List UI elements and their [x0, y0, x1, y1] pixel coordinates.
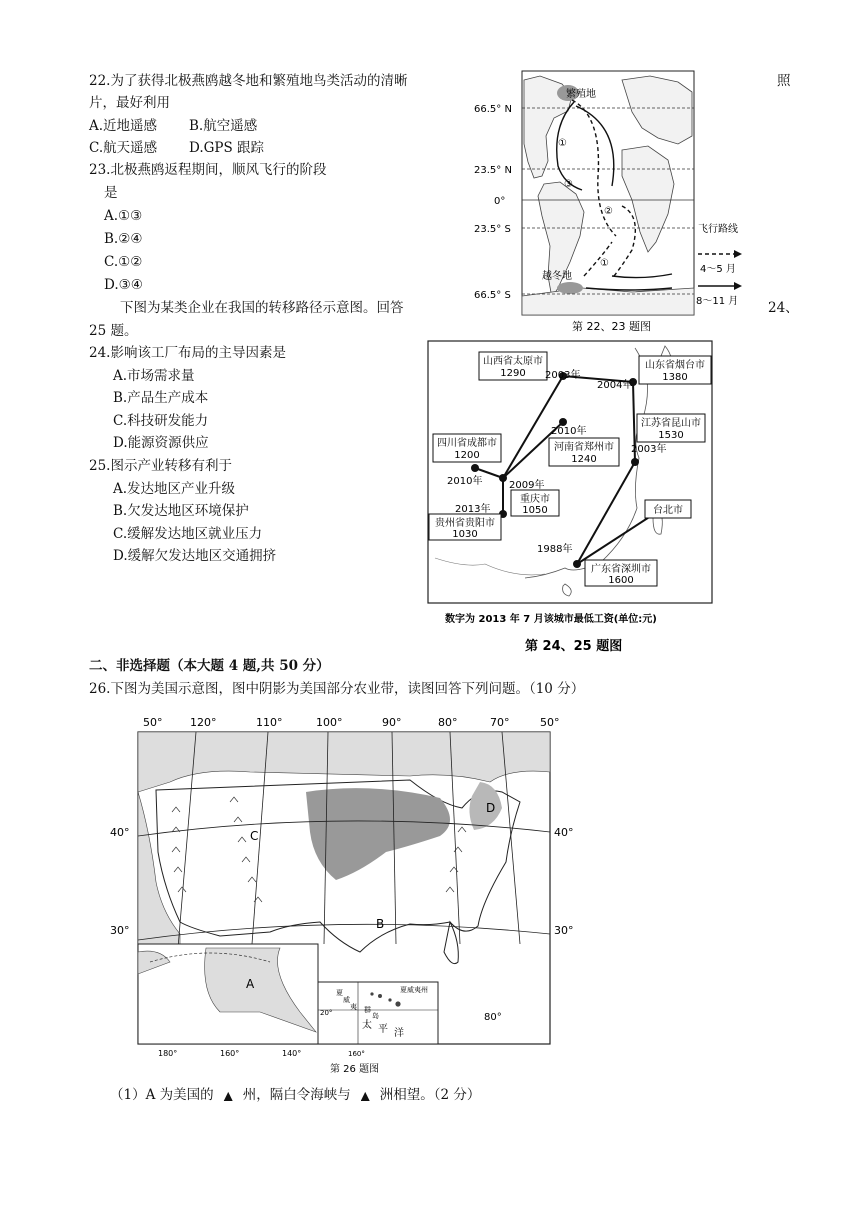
inset-lon-180: 180°	[158, 1049, 178, 1058]
q24-option-d: D.能源资源供应	[113, 435, 209, 451]
year-shenzhen: 1988年	[537, 544, 573, 555]
map1-caption: 第 22、23 题图	[572, 320, 651, 333]
top-lon-90: 90°	[382, 716, 402, 729]
hawaii-side-2: 威	[343, 996, 350, 1004]
q24-stem: 24.影响该工厂布局的主导因素是	[89, 345, 286, 361]
q25-option-c: C.缓解发达地区就业压力	[113, 526, 263, 542]
map2-note: 数字为 2013 年 7 月该城市最低工资(单位:元)	[445, 614, 657, 625]
q22-stem-tail: 照	[777, 73, 791, 89]
q22-option-d: D.GPS 跟踪	[189, 140, 265, 156]
city-dot-shenzhen	[573, 560, 581, 568]
top-lon-50-east: 50°	[540, 716, 560, 729]
map-letter-d: D	[486, 801, 496, 815]
year-guiyang: 2013年	[455, 504, 491, 515]
city-wage-zhengzhou: 1240	[571, 454, 597, 465]
q22-option-b: B.航空遥感	[189, 118, 258, 134]
right-lat-30: 30°	[554, 924, 574, 937]
city-name-zhengzhou: 河南省郑州市	[554, 442, 614, 453]
hawaii-lat-20: 20°	[320, 1009, 333, 1017]
city-dot-kunshan	[631, 458, 639, 466]
route-marker-1-south: ①	[600, 258, 609, 269]
wintering-label: 越冬地	[542, 271, 572, 282]
city-wage-guiyang: 1030	[452, 529, 478, 540]
city-name-yantai: 山东省烟台市	[645, 360, 705, 371]
lat-label-23s: 23.5° S	[474, 224, 511, 235]
hawaii-label: 夏威夷州	[400, 986, 428, 994]
q22-option-c: C.航天遥感	[89, 140, 158, 156]
city-dot-chongqing	[499, 474, 507, 482]
year-chongqing: 2009年	[509, 480, 545, 491]
left-lat-40: 40°	[110, 826, 130, 839]
city-name-chongqing: 重庆市	[520, 494, 550, 505]
year-yantai: 2004年	[597, 380, 633, 391]
year-chengdu: 2010年	[447, 476, 483, 487]
year-taiyuan: 2003年	[545, 370, 581, 381]
hawaii-lon-160: 160°	[348, 1050, 365, 1058]
intro-2425-line2: 25 题。	[89, 323, 138, 339]
city-name-taiyuan: 山西省太原市	[483, 356, 543, 367]
route-marker-1-north: ①	[558, 138, 567, 149]
map-letter-c: C	[250, 829, 259, 843]
top-lon-110: 110°	[256, 716, 283, 729]
lat-label-66s: 66.5° S	[474, 290, 511, 301]
q25-stem: 25.图示产业转移有利于	[89, 458, 232, 474]
pacific-char-2: 平	[378, 1024, 388, 1035]
q25-option-a: A.发达地区产业升级	[113, 481, 236, 497]
q23-option-a: A.①③	[104, 208, 143, 224]
city-wage-chongqing: 1050	[522, 505, 548, 516]
map3-caption: 第 26 题图	[330, 1064, 380, 1075]
hawaii-side-3: 夷	[350, 1003, 357, 1011]
q26-part1-b: 州，隔白令海峡与	[242, 1087, 351, 1103]
city-name-guiyang: 贵州省贵阳市	[435, 518, 495, 529]
q25-option-b: B.欠发达地区环境保护	[113, 503, 249, 519]
industry-transfer-map	[425, 338, 725, 658]
tern-migration-map	[472, 66, 772, 336]
map-letter-b: B	[376, 917, 385, 931]
city-name-chengdu: 四川省成都市	[437, 438, 497, 449]
intro-2425-line1: 下图为某类企业在我国的转移路径示意图。回答	[120, 300, 404, 316]
q24-option-c: C.科技研发能力	[113, 413, 209, 429]
right-lat-40: 40°	[554, 826, 574, 839]
usa-map	[110, 712, 590, 1076]
q26-blank-1[interactable]: ▲	[223, 1089, 233, 1102]
city-wage-shenzhen: 1600	[608, 575, 634, 586]
year-zhengzhou: 2010年	[551, 426, 587, 437]
route-marker-2: ②	[604, 206, 613, 217]
lat-label-66n: 66.5° N	[474, 104, 512, 115]
year-kunshan: 2003年	[631, 444, 667, 455]
city-wage-taiyuan: 1290	[500, 368, 526, 379]
city-name-shenzhen: 广东省深圳市	[591, 564, 651, 575]
city-wage-chengdu: 1200	[454, 450, 480, 461]
q26-stem: 26.下图为美国示意图，图中阴影为美国部分农业带，读图回答下列问题。（10 分）	[89, 681, 585, 697]
pacific-char-1: 太	[362, 1020, 372, 1031]
section2-heading: 二、非选择题（本大题 4 题,共 50 分）	[89, 658, 330, 674]
legend-item-apr-may: 4～5 月	[700, 264, 736, 275]
q23-option-d: D.③④	[104, 277, 143, 293]
route-marker-3: ③	[564, 179, 573, 190]
top-lon-70: 70°	[490, 716, 510, 729]
q23-stem-line2: 是	[104, 185, 118, 201]
q26-blank-2[interactable]: ▲	[361, 1089, 370, 1102]
q26-part1-c: 洲相望。（2 分）	[379, 1087, 481, 1103]
lat-label-23n: 23.5° N	[474, 165, 512, 176]
city-name-taipei: 台北市	[653, 505, 683, 516]
q23-option-c: C.①②	[104, 254, 143, 270]
q22-stem-line2: 片，最好利用	[89, 95, 170, 111]
inset-lon-140: 140°	[282, 1049, 302, 1058]
city-dot-zhengzhou	[559, 418, 567, 426]
q22-option-a: A.近地遥感	[89, 118, 158, 134]
pacific-char-3: 洋	[394, 1028, 404, 1039]
map2-caption: 第 24、25 题图	[525, 639, 623, 654]
top-lon-120: 120°	[190, 716, 217, 729]
q26-part1-a: （1）A 为美国的	[110, 1087, 214, 1103]
hawaii-side-5: 岛	[372, 1012, 379, 1020]
map-letter-a: A	[246, 977, 255, 991]
legend-title: 飞行路线	[698, 224, 738, 235]
lat-label-0: 0°	[494, 196, 506, 207]
legend-item-aug-nov: 8～11 月	[696, 296, 739, 307]
lon-80-bottom: 80°	[484, 1012, 502, 1023]
top-lon-80: 80°	[438, 716, 458, 729]
inset-lon-160: 160°	[220, 1049, 240, 1058]
q23-stem-line1: 23.北极燕鸥返程期间，顺风飞行的阶段	[89, 162, 327, 178]
city-wage-yantai: 1380	[662, 372, 688, 383]
q24-option-a: A.市场需求量	[113, 368, 195, 384]
q25-option-d: D.缓解欠发达地区交通拥挤	[113, 548, 277, 564]
city-dot-chengdu	[471, 464, 479, 472]
city-wage-kunshan: 1530	[658, 430, 684, 441]
q26-part1	[110, 1086, 480, 1105]
city-name-kunshan: 江苏省昆山市	[641, 418, 701, 429]
top-lon-100: 100°	[316, 716, 343, 729]
q24-option-b: B.产品生产成本	[113, 390, 209, 406]
q22-stem-line1: 22.为了获得北极燕鸥越冬地和繁殖地鸟类活动的清晰	[89, 73, 408, 89]
left-lat-30: 30°	[110, 924, 130, 937]
intro-2425-tail: 24、	[768, 300, 799, 316]
wintering-area	[557, 282, 583, 294]
breeding-label: 繁殖地	[566, 89, 596, 100]
hawaii-side-4: 群	[364, 1006, 371, 1014]
top-lon-50-west: 50°	[143, 716, 163, 729]
q23-option-b: B.②④	[104, 231, 143, 247]
hawaii-side-1: 夏	[336, 989, 343, 997]
